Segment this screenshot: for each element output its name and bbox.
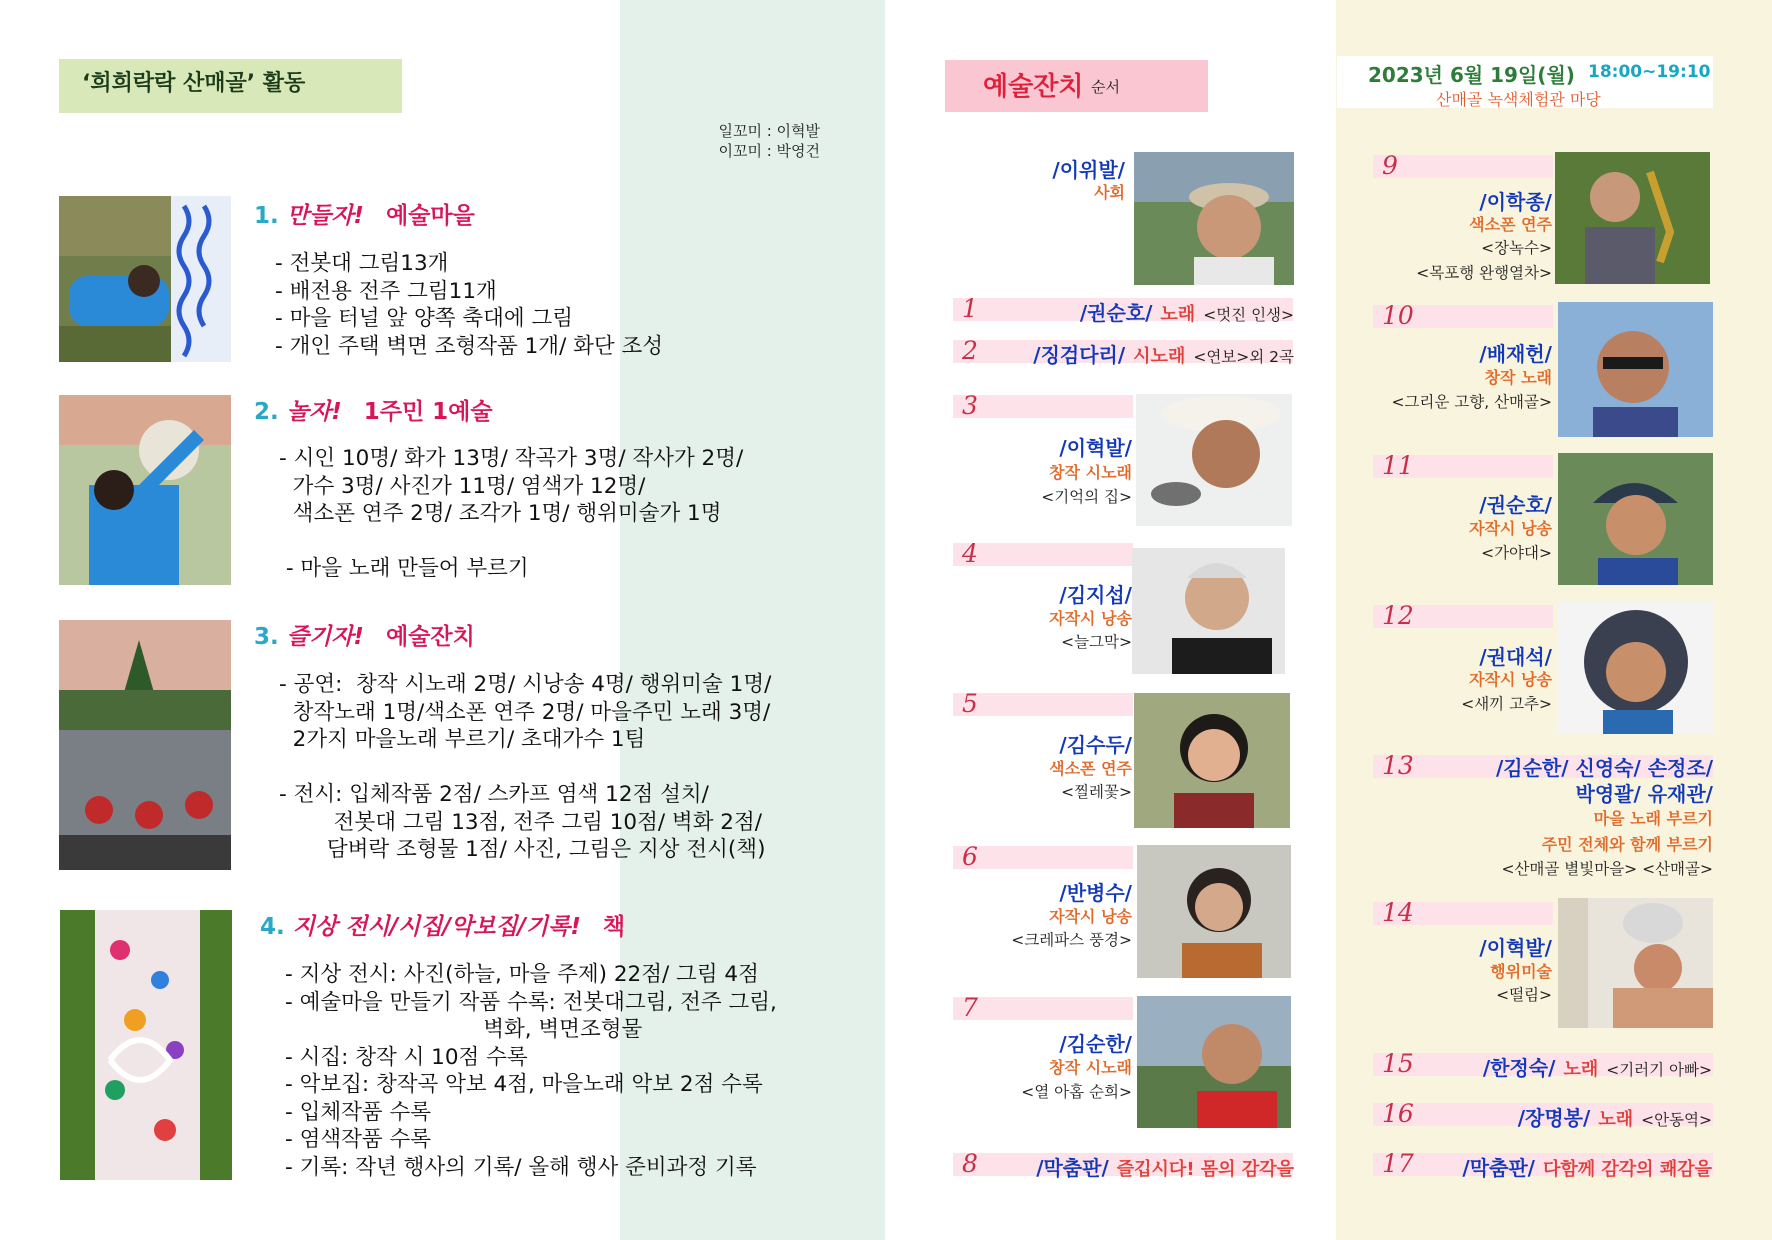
performance-title: <연보>외 2곡 [1193, 348, 1294, 366]
section-number: 1. [254, 203, 279, 229]
section-topic: 예술잔치 [385, 624, 475, 650]
performance-title: <목포행 완행열차> [1416, 264, 1552, 282]
performer-role: 색소폰 연주 [1469, 215, 1552, 234]
performer-photo [1558, 453, 1713, 585]
section4-body: - 지상 전시: 사진(하늘, 마을 주제) 22점/ 그림 4점 - 예술마을 만들기 작품 수록: 전봇대그림, 전주 그림, 벽화, 벽면조형물 - 시집: 창작 시 10점 수록 - 악보집: 창작곡 악보 4점, 마을노래 악보 2점 수록 - 입체작품 수록 - 염색작품 수록 - 기록: 작년 행사의 기록/ 올해 행사 준비과정 기록 [285, 962, 777, 1180]
performer-photo [1132, 548, 1285, 674]
program-number: 14 [1382, 898, 1414, 927]
program-number: 13 [1382, 751, 1414, 780]
performer-role: 자작시 낭송 [1469, 519, 1552, 538]
program-row-bar [953, 693, 1133, 716]
performance-title: <찔레꽃> [1061, 783, 1132, 801]
performer-name: /김수두/ [1059, 733, 1132, 757]
performer-photo [1137, 996, 1291, 1128]
credit-line: 일꼬미 : 이혁발 [718, 122, 820, 140]
section-keyword: 즐기자! [286, 624, 364, 650]
program-number: 6 [962, 842, 978, 871]
program-number: 9 [1382, 151, 1398, 180]
section3-heading [254, 618, 475, 651]
section-number: 2. [254, 399, 279, 425]
program-number: 15 [1382, 1049, 1414, 1078]
performance-title: <기러기 아빠> [1606, 1061, 1712, 1079]
performer-name: /징검다리/ [1033, 343, 1126, 367]
program-row [1518, 1102, 1712, 1131]
performer-role: 자작시 낭송 [1469, 670, 1552, 689]
performer-role: 자작시 낭송 [1049, 609, 1132, 628]
section-keyword: 놀자! [286, 399, 342, 425]
event-time: 18:00~19:10 [1588, 62, 1711, 82]
program-row [1080, 297, 1294, 326]
performer-name: /이위발/ [1052, 158, 1125, 182]
performer-photo [1558, 602, 1713, 734]
performer-name: /이혁발/ [1059, 436, 1132, 460]
program-number: 10 [1382, 301, 1414, 330]
performance-title: <그리운 고향, 산매골> [1391, 393, 1552, 411]
performance-title: <산매골 별빛마을> <산매골> [1501, 860, 1713, 878]
performer-role: 노래 [1160, 304, 1196, 325]
section-topic: 예술마을 [385, 203, 475, 229]
program-row-bar [953, 997, 1133, 1020]
performer-name: /이학종/ [1479, 190, 1552, 214]
program-number: 7 [962, 993, 978, 1022]
section1-photo [59, 196, 231, 362]
section-number: 3. [254, 624, 279, 650]
program-number: 2 [962, 336, 978, 365]
performer-role: 창작 시노래 [1049, 1058, 1132, 1077]
program-row [1462, 1152, 1712, 1181]
section3-body: - 공연: 창작 시노래 2명/ 시낭송 4명/ 행위미술 1명/ 창작노래 1명/색소폰 연주 2명/ 마을주민 노래 3명/ 2가지 마을노래 부르기/ 초대가수 1팀 - 전시: 입체작품 2점/ 스카프 염색 12점 설치/ 전봇대 그림 13점, 전주 그림 10점/ 벽화 2점/ 담벼락 조형물 1점/ 사진, 그림은 지상 전시(책) [279, 672, 772, 862]
program-number: 8 [962, 1149, 978, 1178]
section2-photo [59, 395, 231, 585]
program-title: 예술잔치 [983, 72, 1084, 102]
performer-role: 창작 노래 [1484, 368, 1552, 387]
performer-name: /막춤판/ [1036, 1156, 1109, 1180]
program-row [1036, 1152, 1294, 1181]
performer-name: /권순호/ [1079, 301, 1153, 325]
performer-name: /반병수/ [1059, 881, 1132, 905]
section2-heading [254, 393, 493, 426]
performer-photo [1134, 152, 1294, 285]
program-row-bar [953, 395, 1133, 418]
section1-heading [254, 197, 475, 230]
program-number: 4 [962, 539, 978, 568]
program-number: 17 [1382, 1149, 1414, 1178]
program-row-bar [953, 543, 1133, 566]
program-number: 12 [1382, 601, 1414, 630]
program-number: 1 [962, 294, 978, 323]
performance-title: <가야대> [1481, 544, 1552, 562]
performer-name: /막춤판/ [1462, 1156, 1535, 1180]
performer-photo [1558, 302, 1713, 437]
performer-role: 사회 [1094, 183, 1125, 202]
section2-body: - 시인 10명/ 화가 13명/ 작곡가 3명/ 작사가 2명/ 가수 3명/ 사진가 11명/ 염색가 12명/ 색소폰 연주 2명/ 조각가 1명/ 행위미술가 1명 - 마을 노래 만들어 부르기 [279, 446, 744, 581]
section-number: 4. [260, 914, 285, 940]
performer-name: /배재헌/ [1479, 342, 1552, 366]
performer-photo [1558, 898, 1713, 1028]
section4-heading [260, 908, 625, 941]
performance-title: <기억의 집> [1041, 488, 1132, 506]
performance-title: <떨림> [1496, 986, 1552, 1004]
performance-title: <열 아홉 순희> [1021, 1083, 1132, 1101]
performer-role: 노래 [1563, 1059, 1599, 1080]
performer-name: /권대석/ [1479, 645, 1552, 669]
section-topic: 1주민 1예술 [363, 399, 493, 425]
section3-photo [59, 620, 231, 870]
program-row-bar [953, 846, 1133, 869]
section-keyword: 지상 전시/시집/악보집/기록! [292, 914, 581, 940]
program-subtitle: 순서 [1091, 78, 1120, 96]
performance-title: <안동역> [1641, 1111, 1712, 1129]
performer-role: 자작시 낭송 [1049, 907, 1132, 926]
performer-name: /권순호/ [1479, 493, 1552, 517]
performer-photo [1136, 394, 1292, 526]
section-topic: 책 [602, 914, 626, 940]
program-number: 5 [962, 689, 978, 718]
performer-photo [1137, 845, 1291, 978]
program-number: 3 [962, 391, 978, 420]
performer-role: 즐깁시다! 몸의 감각을 [1116, 1159, 1294, 1180]
section-keyword: 만들자! [286, 203, 364, 229]
performer-name-continued: 박영괄/ 유재관/ [1575, 782, 1713, 806]
program-number: 16 [1382, 1099, 1414, 1128]
section4-photo [60, 910, 232, 1180]
performance-title: <늘그막> [1061, 633, 1132, 651]
event-place: 산매골 녹색체험관 마당 [1436, 90, 1601, 109]
performer-name: /장명봉/ [1517, 1106, 1591, 1130]
performer-photo [1134, 693, 1290, 828]
performance-title: <크레파스 풍경> [1011, 931, 1132, 949]
performer-name: /김순한/ [1059, 1032, 1132, 1056]
performance-title: <장녹수> [1481, 239, 1552, 257]
credit-line: 이꼬미 : 박영건 [718, 142, 820, 160]
program-row [1483, 1052, 1712, 1081]
performer-role: 색소폰 연주 [1049, 759, 1132, 778]
section1-body: - 전봇대 그림13개 - 배전용 전주 그림11개 - 마을 터널 앞 양쪽 축대에 그림 - 개인 주택 벽면 조형작품 1개/ 화단 조성 [275, 251, 664, 359]
performer-role: 시노래 [1133, 346, 1186, 367]
program-row-bar [1373, 155, 1553, 178]
performer-role: 마을 노래 부르기 [1593, 809, 1713, 828]
performer-role: 행위미술 [1490, 962, 1552, 981]
performer-role: 창작 시노래 [1049, 463, 1132, 482]
performance-title: <새끼 고추> [1461, 695, 1552, 713]
performer-name: /김순한/ 신영숙/ 손정조/ [1495, 756, 1713, 780]
performer-name: /한정숙/ [1482, 1056, 1556, 1080]
performance-title: <멋진 인생> [1203, 306, 1294, 324]
event-date: 2023년 6월 19일(월) [1368, 63, 1575, 87]
credits [640, 121, 820, 161]
performer-role: 다함께 감각의 쾌감을 [1542, 1159, 1712, 1180]
performer-name: /김지섭/ [1059, 583, 1132, 607]
performer-name: /이혁발/ [1479, 936, 1552, 960]
program-number: 11 [1382, 451, 1414, 480]
performer-role: 노래 [1598, 1109, 1634, 1130]
activity-title: ‘희희락락 산매골’ 활동 [82, 71, 306, 96]
program-row [1033, 339, 1294, 368]
performer-photo [1555, 152, 1710, 284]
performer-role-continued: 주민 전체와 함께 부르기 [1541, 835, 1713, 854]
